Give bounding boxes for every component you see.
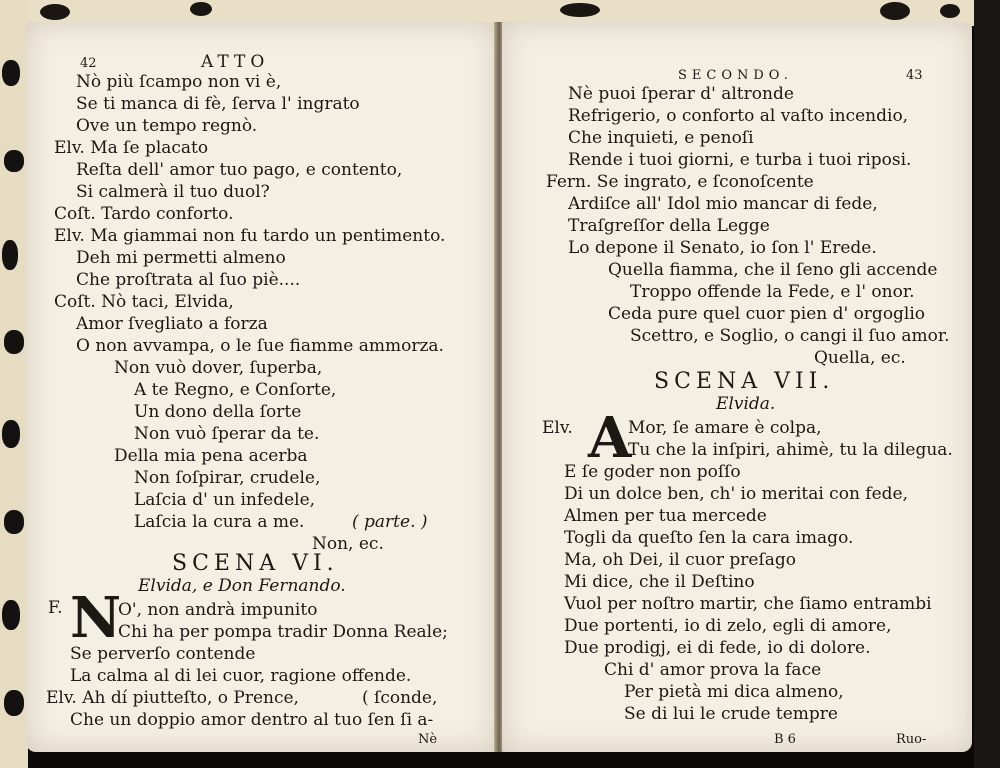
- verse-line: Ove un tempo regnò.: [76, 116, 258, 136]
- speaker-line: Elv. Ma ſe placato: [54, 138, 209, 158]
- running-head: SECONDO.: [678, 68, 793, 83]
- verse-line: Che proſtrata al ſuo piè....: [76, 270, 301, 290]
- verse-line: Rende i tuoi giorni, e turba i tuoi riposi.: [568, 150, 912, 170]
- aria-repeat: Quella, ec.: [814, 348, 906, 368]
- aria-line: Non vuò dover, ſuperba,: [114, 358, 323, 378]
- verse-line: Due portenti, io di zelo, egli di amore,: [564, 616, 892, 636]
- aria-line: Laſcia la cura a me.: [134, 512, 305, 532]
- verse-line: Se perverſo contende: [70, 644, 256, 664]
- verse-line: Nò più ſcampo non vi è,: [76, 72, 282, 92]
- verse-line: Chi ha per pompa tradir Donna Reale;: [118, 622, 448, 642]
- right-page: [502, 22, 972, 752]
- verse-line: Amor ſvegliato a forza: [76, 314, 268, 334]
- verse-line: Ardiſce all' Idol mio mancar di fede,: [568, 194, 878, 214]
- verse-line: Lo depone il Senato, io ſon l' Erede.: [568, 238, 877, 258]
- page-number: 42: [80, 56, 97, 71]
- catchword: Nè: [418, 732, 438, 747]
- verse-line: La calma al di lei cuor, ragione offende.: [70, 666, 412, 686]
- aria-line: Ceda pure quel cuor pien d' orgoglio: [608, 304, 926, 324]
- catchword: Ruo-: [896, 732, 927, 747]
- verse-line: Refrigerio, o conforto al vaſto incendio,: [568, 106, 909, 126]
- turnover-text: ( ſconde,: [362, 688, 438, 708]
- aria-line: Un dono della ſorte: [134, 402, 302, 422]
- speaker-line: Coſt. Tardo conforto.: [54, 204, 234, 224]
- stage-direction: ( parte. ): [352, 512, 428, 532]
- verse-line: E ſe goder non poſſo: [564, 462, 741, 482]
- verse-line: Che inquieti, e penoſi: [568, 128, 754, 148]
- scene-characters: Elvida.: [716, 394, 776, 414]
- aria-line: Chi d' amor prova la face: [604, 660, 822, 680]
- speaker-line: Fern. Se ingrato, e ſconoſcente: [546, 172, 814, 192]
- verse-line: Si calmerà il tuo duol?: [76, 182, 270, 202]
- aria-line: Scettro, e Soglio, o cangi il ſuo amor.: [630, 326, 950, 346]
- speaker-label: Elv.: [542, 418, 573, 438]
- scene-heading: SCENA VII.: [654, 369, 835, 394]
- verse-line: Tu che la inſpiri, ahimè, tu la dilegua.: [628, 440, 953, 460]
- verse-line: Vuol per noſtro martir, che ſiamo entrambi: [564, 594, 932, 614]
- verse-line: Se ti manca di fè, ſerva l' ingrato: [76, 94, 360, 114]
- left-page: [26, 22, 496, 752]
- aria-line: Laſcia d' un infedele,: [134, 490, 316, 510]
- scene-heading: SCENA VI.: [172, 551, 339, 576]
- speaker-line: Elv. Ma giammai non fu tardo un pentimento.: [54, 226, 446, 246]
- verse-line: Che un doppio amor dentro al tuo ſen ſi a-: [70, 710, 434, 730]
- cover-left-edge: [0, 0, 28, 768]
- verse-line: Nè puoi ſperar d' altronde: [568, 84, 794, 104]
- verse-line: Togli da queſto ſen la cara imago.: [564, 528, 854, 548]
- verse-line: Ma, oh Dei, il cuor preſago: [564, 550, 796, 570]
- verse-line: O non avvampa, o le ſue fiamme ammorza.: [76, 336, 444, 356]
- aria-line: Della mia pena acerba: [114, 446, 308, 466]
- verse-line: Mi dice, che il Deſtino: [564, 572, 755, 592]
- speaker-label: F.: [48, 598, 63, 618]
- aria-line: Per pietà mi dica almeno,: [624, 682, 844, 702]
- aria-line: Quella fiamma, che il ſeno gli accende: [608, 260, 938, 280]
- speaker-line: Coſt. Nò taci, Elvida,: [54, 292, 234, 312]
- drop-capital: N: [70, 585, 122, 651]
- aria-line: Non vuò ſperar da te.: [134, 424, 320, 444]
- verse-line: Due prodigj, ei di fede, io di dolore.: [564, 638, 871, 658]
- verse-line: Almen per tua mercede: [564, 506, 767, 526]
- running-head: ATTO: [201, 52, 270, 72]
- aria-line: Non ſoſpirar, crudele,: [134, 468, 321, 488]
- verse-line: Deh mi permetti almeno: [76, 248, 286, 268]
- signature-mark: B 6: [774, 732, 796, 747]
- aria-line: Se di lui le crude tempre: [624, 704, 838, 724]
- aria-repeat: Non, ec.: [312, 534, 384, 554]
- aria-line: Troppo offende la Fede, e l' onor.: [630, 282, 915, 302]
- verse-line: Di un dolce ben, ch' io meritai con fede,: [564, 484, 908, 504]
- verse-line: Reſta dell' amor tuo pago, e contento,: [76, 160, 403, 180]
- verse-line: Mor, ſe amare è colpa,: [628, 418, 822, 438]
- aria-line: A te Regno, e Conſorte,: [134, 380, 337, 400]
- page-number: 43: [906, 68, 923, 83]
- verse-line: Traſgreſſor della Legge: [568, 216, 770, 236]
- cover-right-edge: [974, 0, 1000, 768]
- speaker-line: Elv. Ah dí piutteſto, o Prence,: [46, 688, 299, 708]
- scene-characters: Elvida, e Don Fernando.: [138, 576, 346, 596]
- drop-capital: A: [588, 405, 632, 471]
- verse-line: O', non andrà impunito: [118, 600, 318, 620]
